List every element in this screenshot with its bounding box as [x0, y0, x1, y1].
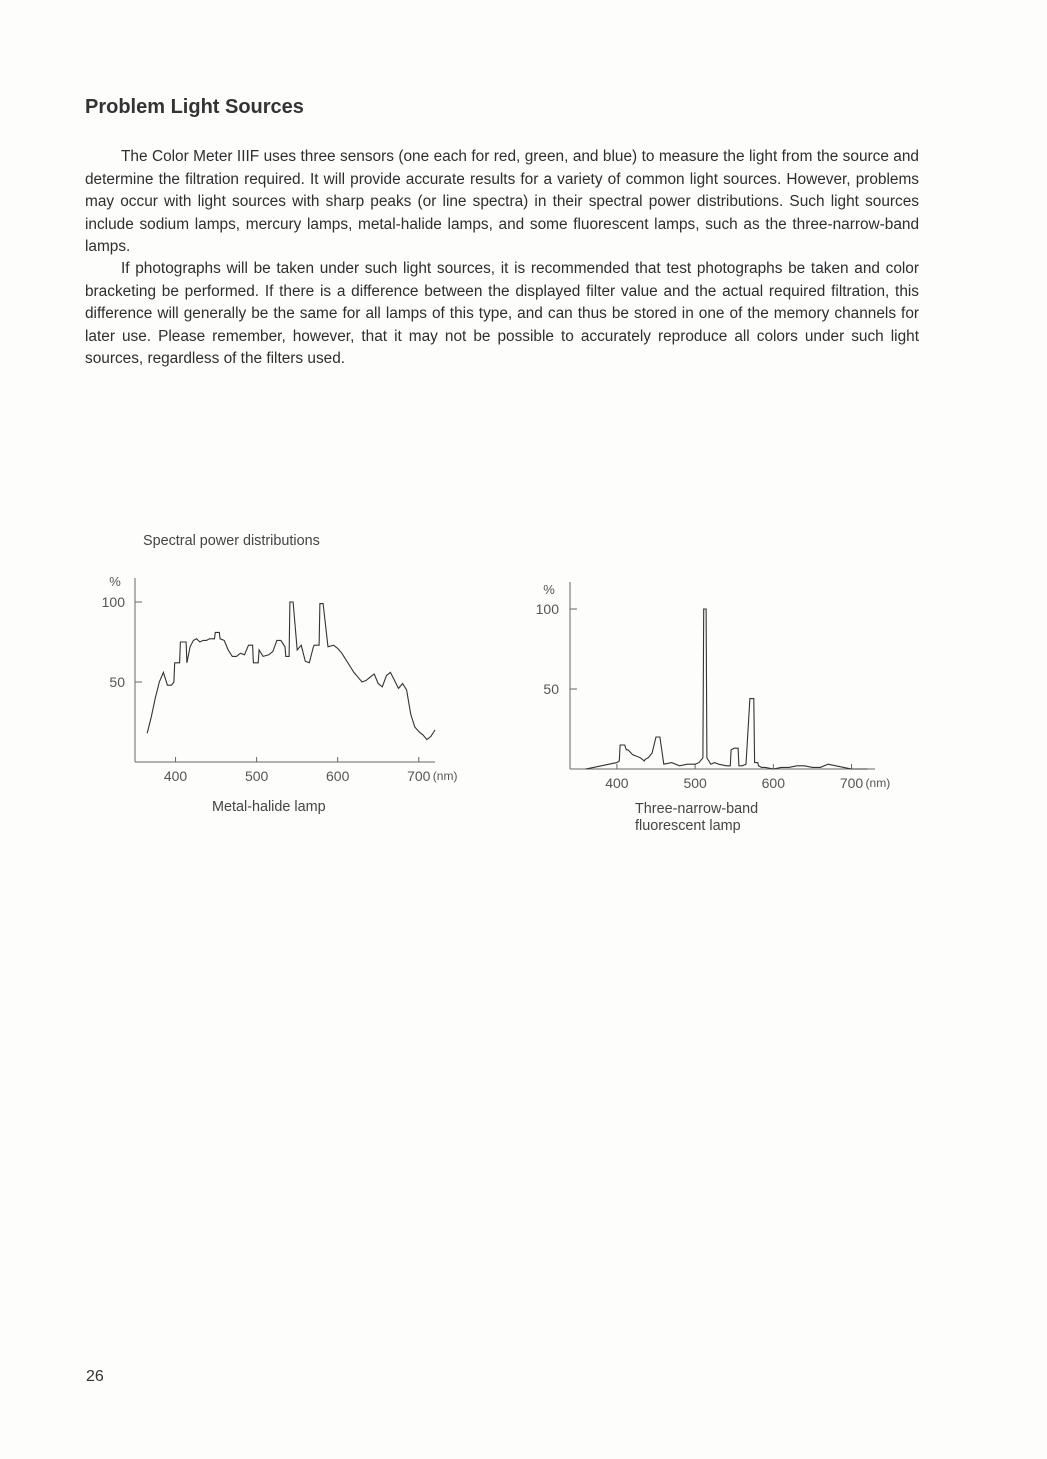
x-tick-label: 500 — [244, 768, 269, 784]
y-tick-label: 100 — [535, 601, 559, 617]
y-tick-label: 50 — [543, 681, 559, 697]
x-tick-label: 600 — [326, 768, 350, 784]
page-number: 26 — [86, 1368, 104, 1385]
y-tick-label: 50 — [109, 674, 125, 690]
spectrum-line — [147, 602, 435, 740]
paragraph-2: If photographs will be taken under such light sources, it is recommended that test photographs be taken and color bracketing be performed. If there is a difference between the displayed filter value and the actual required filtration, this difference will generally be the same for all lamps of this type, and can thus be stored in one of the memory channels for later use. Please remember, however, that it may not be possible to accurately reproduce all colors under such light sources, regardless of the filters used. — [85, 260, 919, 368]
x-tick-label: 700 — [839, 775, 864, 791]
x-tick-label: 400 — [163, 768, 188, 784]
x-tick-label: 700 — [407, 768, 431, 784]
metal-halide-chart — [100, 568, 458, 790]
y-tick-label: 100 — [101, 594, 125, 610]
x-tick-label: 600 — [761, 775, 786, 791]
fluorescent-chart — [530, 572, 891, 794]
figure-caption: Spectral power distributions — [143, 533, 320, 549]
paragraph-1: The Color Meter IIIF uses three sensors (one each for red, green, and blue) to measure the light from the source and determine the filtration required. It will provide accurate results for a variety of common light sources. However, problems may occur with light sources with sharp peaks (or line spectra) in their spectral power distributions. Such light sources include sodium lamps, mercury lamps, metal-halide lamps, and some fluorescent lamps, such as the three-narrow-band lamps. — [85, 148, 919, 256]
page-title: Problem Light Sources — [85, 96, 304, 118]
spectrum-line — [586, 609, 868, 769]
x-axis-unit: (nm) — [432, 769, 458, 783]
y-axis-unit: % — [109, 574, 121, 589]
y-axis-unit: % — [543, 582, 555, 597]
x-tick-label: 500 — [683, 775, 707, 791]
metal-halide-label: Metal-halide lamp — [212, 799, 326, 815]
x-axis-unit: (nm) — [865, 776, 891, 790]
x-tick-label: 400 — [605, 775, 629, 791]
fluorescent-label: Three-narrow-band fluorescent lamp — [635, 801, 759, 834]
